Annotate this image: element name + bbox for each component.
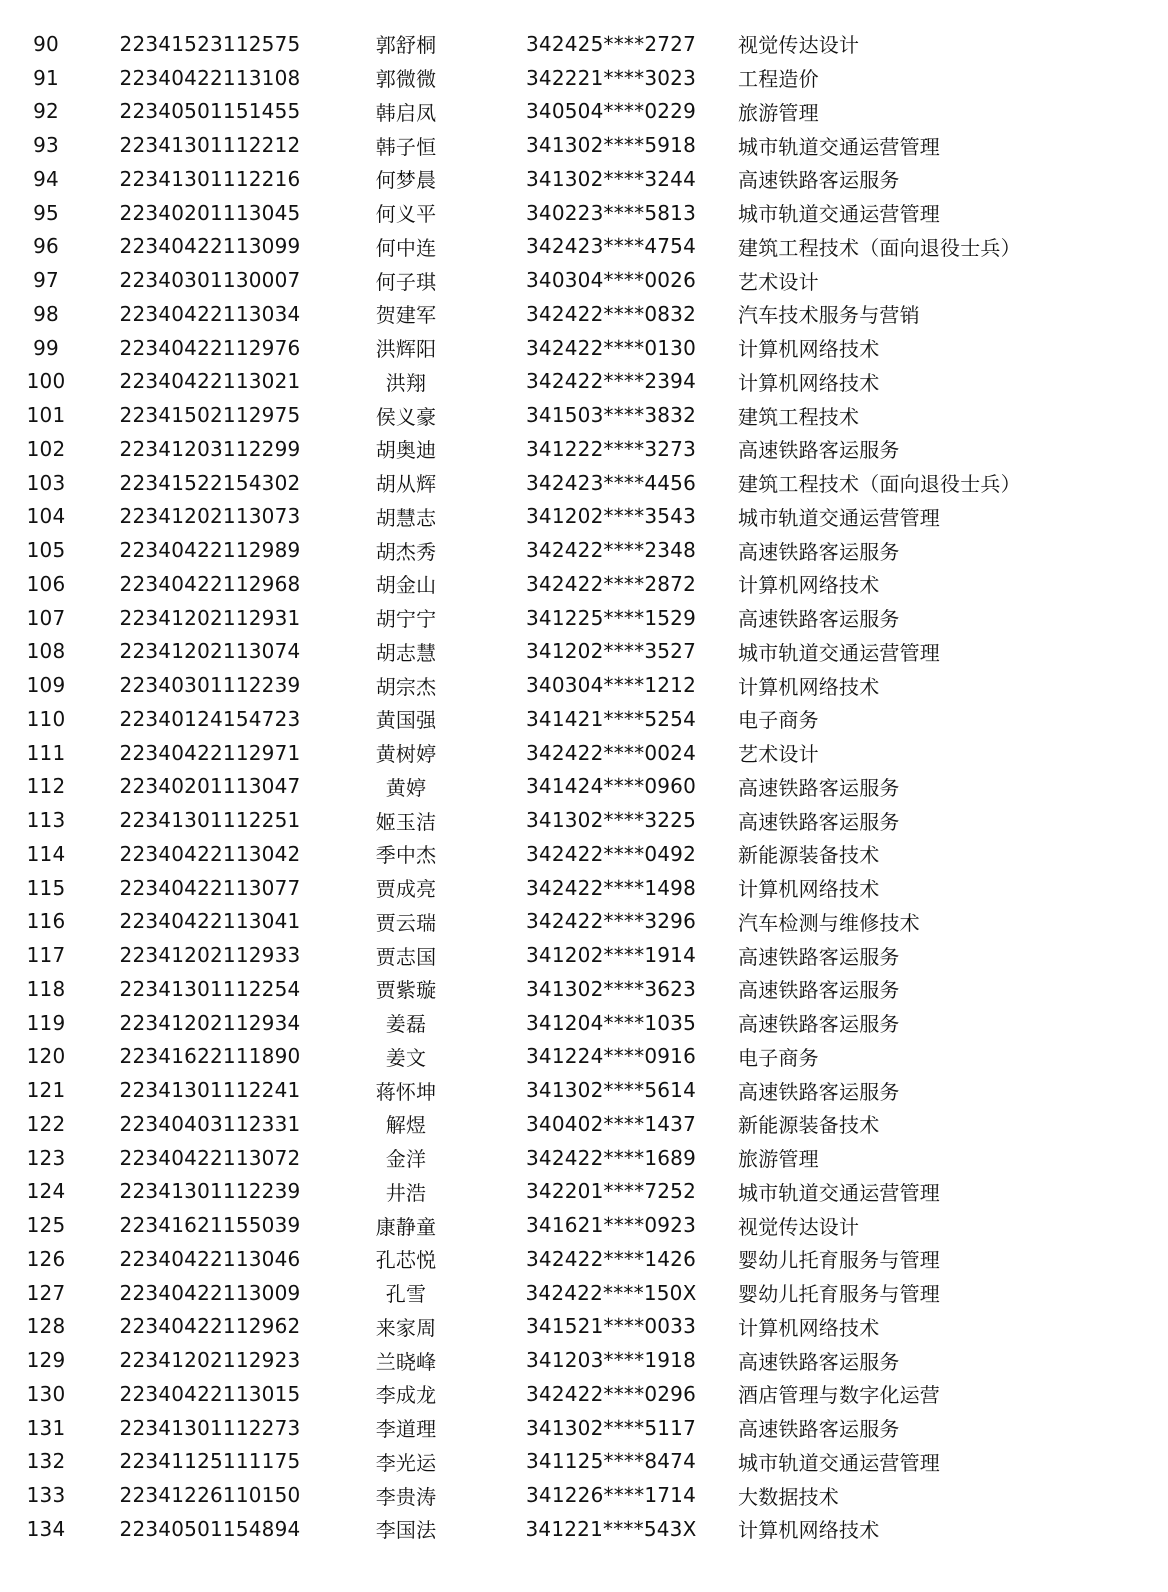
major: 建筑工程技术: [738, 404, 860, 429]
row-number: 108: [26, 639, 66, 664]
student-name: 贾云瑞: [375, 910, 437, 935]
table-row: [0, 1040, 1168, 1074]
id-card-number: 340402****1437: [525, 1111, 697, 1136]
student-id: 22341202112934: [119, 1010, 301, 1035]
student-name: 孔雪: [385, 1282, 427, 1307]
table-row: [0, 1411, 1168, 1445]
table-row: [0, 803, 1168, 837]
table-row: [0, 297, 1168, 331]
id-card-number: 340304****0026: [525, 268, 697, 293]
id-card-number: 341302****3244: [525, 166, 697, 191]
table-row: [0, 500, 1168, 534]
major: 艺术设计: [738, 269, 819, 294]
major: 大数据技术: [738, 1484, 839, 1509]
id-card-number: 342422****1426: [525, 1246, 697, 1271]
table-row: [0, 1175, 1168, 1209]
row-number: 93: [33, 133, 59, 158]
student-name: 胡宁宁: [375, 607, 437, 632]
table-row: [0, 1073, 1168, 1107]
major: 视觉传达设计: [738, 1214, 860, 1239]
row-number: 99: [33, 335, 59, 360]
id-card-number: 342422****2348: [525, 538, 697, 563]
id-card-number: 341421****5254: [525, 706, 697, 731]
id-card-number: 341226****1714: [525, 1483, 697, 1508]
row-number: 127: [26, 1280, 66, 1305]
table-row: [0, 938, 1168, 972]
row-number: 133: [26, 1483, 66, 1508]
student-name: 解煜: [385, 1113, 427, 1138]
table-row: [0, 398, 1168, 432]
row-number: 131: [26, 1415, 66, 1440]
student-id: 22340422113021: [119, 369, 301, 394]
student-id: 22340422112968: [119, 571, 301, 596]
id-card-number: 341202****3543: [525, 504, 697, 529]
major: 城市轨道交通运营管理: [738, 202, 940, 227]
student-name: 胡从辉: [375, 472, 437, 497]
table-row: [0, 95, 1168, 129]
id-card-number: 341224****0916: [525, 1044, 697, 1069]
student-name: 胡杰秀: [375, 539, 437, 564]
row-number: 130: [26, 1381, 66, 1406]
id-card-number: 342221****3023: [525, 65, 697, 90]
student-name: 井浩: [385, 1180, 427, 1205]
major: 高速铁路客运服务: [738, 978, 900, 1003]
table-row: [0, 1006, 1168, 1040]
student-name: 韩子恒: [375, 134, 437, 159]
student-id: 22340301130007: [119, 268, 301, 293]
id-card-number: 341125****8474: [525, 1449, 697, 1474]
major: 高速铁路客运服务: [738, 607, 900, 632]
student-name: 康静童: [375, 1214, 437, 1239]
major: 酒店管理与数字化运营: [738, 1383, 940, 1408]
id-card-number: 342423****4456: [525, 470, 697, 495]
major: 高速铁路客运服务: [738, 775, 900, 800]
student-name: 李道理: [375, 1417, 437, 1442]
row-number: 125: [26, 1213, 66, 1238]
row-number: 126: [26, 1246, 66, 1271]
student-id: 22340422112962: [119, 1314, 301, 1339]
id-card-number: 341221****543X: [525, 1516, 697, 1541]
student-id: 22340301112239: [119, 673, 301, 698]
student-name: 季中杰: [375, 843, 437, 868]
student-name: 何子琪: [375, 269, 437, 294]
student-name: 胡志慧: [375, 640, 437, 665]
student-name: 韩启凤: [375, 100, 437, 125]
student-id: 22341621155039: [119, 1213, 301, 1238]
table-row: [0, 1141, 1168, 1175]
id-card-number: 341424****0960: [525, 774, 697, 799]
table-row: [0, 1478, 1168, 1512]
row-number: 100: [26, 369, 66, 394]
id-card-number: 342422****1498: [525, 875, 697, 900]
major: 城市轨道交通运营管理: [738, 640, 940, 665]
id-card-number: 342422****0492: [525, 841, 697, 866]
student-id: 22341301112251: [119, 808, 301, 833]
row-number: 119: [26, 1010, 66, 1035]
student-id: 22340201113047: [119, 774, 301, 799]
student-id: 22340422113099: [119, 234, 301, 259]
student-name: 贾成亮: [375, 877, 437, 902]
id-card-number: 342423****4754: [525, 234, 697, 259]
id-card-number: 341302****5918: [525, 133, 697, 158]
row-number: 128: [26, 1314, 66, 1339]
student-id: 22341301112212: [119, 133, 301, 158]
table-row: [0, 533, 1168, 567]
student-id: 22341502112975: [119, 403, 301, 428]
major: 城市轨道交通运营管理: [738, 1180, 940, 1205]
student-id: 22341202112923: [119, 1348, 301, 1373]
row-number: 92: [33, 99, 59, 124]
major: 高速铁路客运服务: [738, 539, 900, 564]
major: 建筑工程技术（面向退役士兵）: [738, 235, 1021, 260]
student-name: 孔芯悦: [375, 1248, 437, 1273]
row-number: 123: [26, 1145, 66, 1170]
table-row: [0, 668, 1168, 702]
table-row: [0, 702, 1168, 736]
student-id: 22341125111175: [119, 1449, 301, 1474]
table-row: [0, 466, 1168, 500]
id-card-number: 341302****5117: [525, 1415, 697, 1440]
table-row: [0, 61, 1168, 95]
student-name: 侯义豪: [375, 404, 437, 429]
student-id: 22340501151455: [119, 99, 301, 124]
major: 城市轨道交通运营管理: [738, 134, 940, 159]
id-card-number: 342422****0130: [525, 335, 697, 360]
major: 建筑工程技术（面向退役士兵）: [738, 472, 1021, 497]
row-number: 132: [26, 1449, 66, 1474]
id-card-number: 342422****2394: [525, 369, 697, 394]
student-id: 22340201113045: [119, 200, 301, 225]
student-id: 22340124154723: [119, 706, 301, 731]
row-number: 101: [26, 403, 66, 428]
student-id: 22340422113046: [119, 1246, 301, 1271]
student-id: 22340403112331: [119, 1111, 301, 1136]
id-card-number: 342422****2872: [525, 571, 697, 596]
table-row: [0, 1208, 1168, 1242]
student-id: 22341301112239: [119, 1179, 301, 1204]
row-number: 105: [26, 538, 66, 563]
row-number: 124: [26, 1179, 66, 1204]
student-name: 李光运: [375, 1450, 437, 1475]
student-name: 胡慧志: [375, 505, 437, 530]
table-row: [0, 230, 1168, 264]
major: 汽车技术服务与营销: [738, 303, 920, 328]
table-row: [0, 162, 1168, 196]
row-number: 109: [26, 673, 66, 698]
student-name: 胡奥迪: [375, 438, 437, 463]
student-name: 贺建军: [375, 303, 437, 328]
major: 旅游管理: [738, 1147, 819, 1172]
major: 计算机网络技术: [738, 1315, 880, 1340]
student-id: 22341522154302: [119, 470, 301, 495]
student-name: 郭微微: [375, 67, 437, 92]
row-number: 104: [26, 504, 66, 529]
table-row: [0, 1107, 1168, 1141]
id-card-number: 342422****150X: [525, 1280, 697, 1305]
student-name: 黄国强: [375, 708, 437, 733]
table-row: [0, 736, 1168, 770]
row-number: 97: [33, 268, 59, 293]
major: 计算机网络技术: [738, 370, 880, 395]
student-id: 22340422113009: [119, 1280, 301, 1305]
student-id: 22340422113034: [119, 301, 301, 326]
row-number: 96: [33, 234, 59, 259]
row-number: 121: [26, 1078, 66, 1103]
student-name: 姜文: [385, 1045, 427, 1070]
student-id: 22341301112241: [119, 1078, 301, 1103]
student-id: 22341301112254: [119, 976, 301, 1001]
row-number: 111: [26, 740, 66, 765]
major: 电子商务: [738, 1045, 819, 1070]
student-name: 黄婷: [385, 775, 427, 800]
table-row: [0, 1242, 1168, 1276]
id-card-number: 341503****3832: [525, 403, 697, 428]
row-number: 107: [26, 605, 66, 630]
id-card-number: 342422****0024: [525, 740, 697, 765]
student-id: 22341523112575: [119, 31, 301, 56]
major: 视觉传达设计: [738, 33, 860, 58]
student-name: 贾紫璇: [375, 978, 437, 1003]
major: 电子商务: [738, 708, 819, 733]
row-number: 112: [26, 774, 66, 799]
id-card-number: 342422****0296: [525, 1381, 697, 1406]
table-row: [0, 331, 1168, 365]
row-number: 129: [26, 1348, 66, 1373]
id-card-number: 342422****0832: [525, 301, 697, 326]
major: 高速铁路客运服务: [738, 438, 900, 463]
id-card-number: 340223****5813: [525, 200, 697, 225]
major: 高速铁路客运服务: [738, 1417, 900, 1442]
id-card-number: 341302****3623: [525, 976, 697, 1001]
major: 婴幼儿托育服务与管理: [738, 1282, 940, 1307]
student-name: 蒋怀坤: [375, 1079, 437, 1104]
row-number: 122: [26, 1111, 66, 1136]
student-id: 22340422112971: [119, 740, 301, 765]
major: 计算机网络技术: [738, 337, 880, 362]
row-number: 117: [26, 943, 66, 968]
row-number: 94: [33, 166, 59, 191]
student-id: 22341622111890: [119, 1044, 301, 1069]
table-row: [0, 128, 1168, 162]
student-id: 22341202112931: [119, 605, 301, 630]
id-card-number: 341203****1918: [525, 1348, 697, 1373]
student-name: 洪辉阳: [375, 337, 437, 362]
student-name: 姬玉洁: [375, 809, 437, 834]
student-id: 22340422112976: [119, 335, 301, 360]
student-id: 22341226110150: [119, 1483, 301, 1508]
id-card-number: 341302****5614: [525, 1078, 697, 1103]
student-name: 何梦晨: [375, 168, 437, 193]
table-row: [0, 1276, 1168, 1310]
row-number: 114: [26, 841, 66, 866]
id-card-number: 341202****1914: [525, 943, 697, 968]
row-number: 102: [26, 436, 66, 461]
row-number: 95: [33, 200, 59, 225]
major: 高速铁路客运服务: [738, 1012, 900, 1037]
student-name: 胡金山: [375, 573, 437, 598]
table-row: [0, 27, 1168, 61]
table-row: [0, 770, 1168, 804]
id-card-number: 342422****3296: [525, 909, 697, 934]
student-name: 洪翔: [385, 370, 427, 395]
student-id: 22341301112216: [119, 166, 301, 191]
id-card-number: 340304****1212: [525, 673, 697, 698]
student-name: 李贵涛: [375, 1484, 437, 1509]
id-card-number: 341302****3225: [525, 808, 697, 833]
student-name: 李国法: [375, 1518, 437, 1543]
id-card-number: 342201****7252: [525, 1179, 697, 1204]
table-row: [0, 1377, 1168, 1411]
row-number: 90: [33, 31, 59, 56]
student-name: 贾志国: [375, 944, 437, 969]
row-number: 98: [33, 301, 59, 326]
student-roster-table: [0, 27, 1168, 1546]
table-row: [0, 567, 1168, 601]
roster-body: [0, 27, 1168, 1546]
row-number: 134: [26, 1516, 66, 1541]
student-name: 姜磊: [385, 1012, 427, 1037]
student-id: 22341202113073: [119, 504, 301, 529]
table-row: [0, 432, 1168, 466]
table-row: [0, 1343, 1168, 1377]
row-number: 118: [26, 976, 66, 1001]
student-name: 来家周: [375, 1315, 437, 1340]
student-name: 兰晓峰: [375, 1349, 437, 1374]
id-card-number: 341225****1529: [525, 605, 697, 630]
major: 工程造价: [738, 67, 819, 92]
table-row: [0, 263, 1168, 297]
student-name: 金洋: [385, 1147, 427, 1172]
table-row: [0, 365, 1168, 399]
row-number: 115: [26, 875, 66, 900]
table-row: [0, 1310, 1168, 1344]
major: 汽车检测与维修技术: [738, 910, 920, 935]
student-id: 22340422112989: [119, 538, 301, 563]
student-id: 22341203112299: [119, 436, 301, 461]
table-row: [0, 871, 1168, 905]
row-number: 116: [26, 909, 66, 934]
row-number: 110: [26, 706, 66, 731]
id-card-number: 341202****3527: [525, 639, 697, 664]
major: 城市轨道交通运营管理: [738, 1450, 940, 1475]
student-id: 22341202113074: [119, 639, 301, 664]
table-row: [0, 1445, 1168, 1479]
student-name: 李成龙: [375, 1383, 437, 1408]
student-name: 何义平: [375, 202, 437, 227]
id-card-number: 341521****0033: [525, 1314, 697, 1339]
student-id: 22340422113072: [119, 1145, 301, 1170]
table-row: [0, 601, 1168, 635]
id-card-number: 342425****2727: [525, 31, 697, 56]
student-name: 胡宗杰: [375, 674, 437, 699]
student-id: 22340422113041: [119, 909, 301, 934]
major: 计算机网络技术: [738, 674, 880, 699]
major: 城市轨道交通运营管理: [738, 505, 940, 530]
table-row: [0, 837, 1168, 871]
id-card-number: 341204****1035: [525, 1010, 697, 1035]
row-number: 91: [33, 65, 59, 90]
major: 计算机网络技术: [738, 573, 880, 598]
student-id: 22340422113015: [119, 1381, 301, 1406]
table-row: [0, 1512, 1168, 1546]
id-card-number: 340504****0229: [525, 99, 697, 124]
student-name: 黄树婷: [375, 742, 437, 767]
student-id: 22340422113042: [119, 841, 301, 866]
student-id: 22340501154894: [119, 1516, 301, 1541]
id-card-number: 341222****3273: [525, 436, 697, 461]
major: 高速铁路客运服务: [738, 168, 900, 193]
row-number: 106: [26, 571, 66, 596]
major: 高速铁路客运服务: [738, 809, 900, 834]
table-row: [0, 905, 1168, 939]
table-row: [0, 972, 1168, 1006]
major: 艺术设计: [738, 742, 819, 767]
row-number: 113: [26, 808, 66, 833]
table-row: [0, 635, 1168, 669]
student-id: 22340422113077: [119, 875, 301, 900]
major: 新能源装备技术: [738, 1113, 880, 1138]
student-name: 何中连: [375, 235, 437, 260]
id-card-number: 342422****1689: [525, 1145, 697, 1170]
major: 高速铁路客运服务: [738, 944, 900, 969]
row-number: 120: [26, 1044, 66, 1069]
student-name: 郭舒桐: [375, 33, 437, 58]
major: 婴幼儿托育服务与管理: [738, 1248, 940, 1273]
student-id: 22341202112933: [119, 943, 301, 968]
major: 计算机网络技术: [738, 877, 880, 902]
row-number: 103: [26, 470, 66, 495]
major: 高速铁路客运服务: [738, 1349, 900, 1374]
major: 新能源装备技术: [738, 843, 880, 868]
major: 计算机网络技术: [738, 1518, 880, 1543]
table-row: [0, 196, 1168, 230]
major: 旅游管理: [738, 100, 819, 125]
major: 高速铁路客运服务: [738, 1079, 900, 1104]
student-id: 22340422113108: [119, 65, 301, 90]
student-id: 22341301112273: [119, 1415, 301, 1440]
id-card-number: 341621****0923: [525, 1213, 697, 1238]
